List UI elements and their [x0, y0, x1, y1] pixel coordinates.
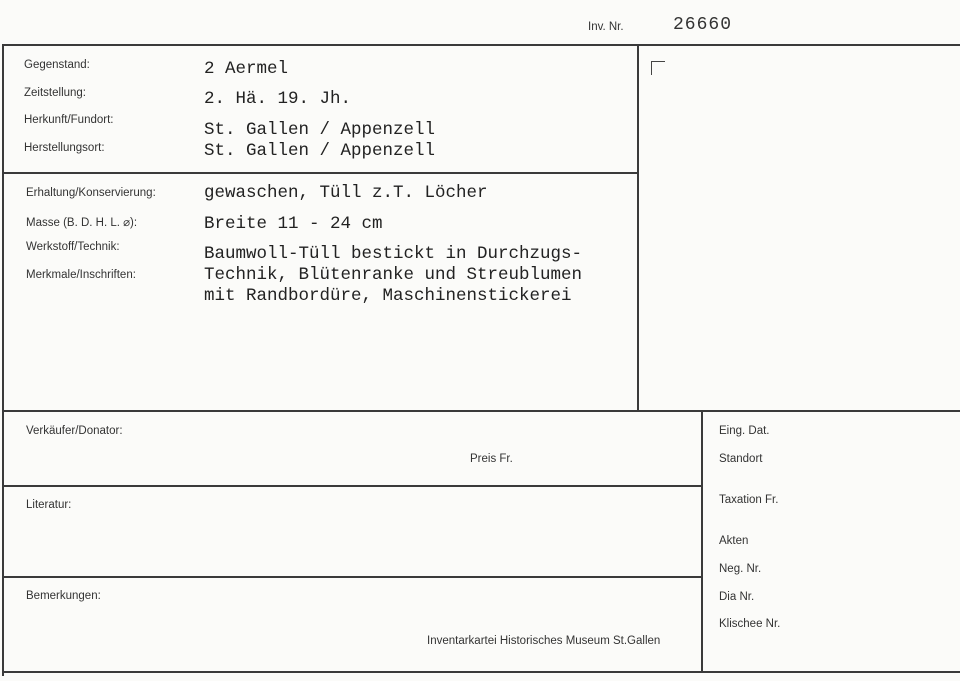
herkunft-label: Herkunft/Fundort: [24, 114, 114, 126]
herstellungsort-label: Herstellungsort: [24, 142, 105, 154]
verkaeufer-label: Verkäufer/Donator: [26, 425, 123, 437]
zeitstellung-value: 2. Hä. 19. Jh. [204, 89, 352, 109]
footer-institution: Inventarkartei Historisches Museum St.Gallen [427, 635, 661, 647]
zeitstellung-label: Zeitstellung: [24, 87, 87, 99]
gegenstand-label: Gegenstand: [24, 59, 90, 71]
section-divider-4 [2, 576, 702, 578]
section-divider-1 [2, 172, 638, 174]
neg-nr-label: Neg. Nr. [719, 563, 762, 575]
photo-corner-mark [651, 61, 665, 75]
eing-dat-label: Eing. Dat. [719, 425, 770, 437]
werkstoff-value: Baumwoll-Tüll bestickt in Durchzugs- Technik, Blütenranke und Streublumen mit Randbordüre, Maschinenstickerei [204, 244, 583, 306]
top-rule [2, 44, 960, 46]
inv-nr-value: 26660 [673, 15, 733, 35]
werkstoff-label: Werkstoff/Technik: [26, 241, 120, 253]
erhaltung-value: gewaschen, Tüll z.T. Löcher [204, 183, 488, 203]
bottom-rule [2, 671, 960, 673]
merkmale-label: Merkmale/Inschriften: [26, 269, 136, 281]
erhaltung-label: Erhaltung/Konservierung: [26, 187, 156, 199]
herkunft-value: St. Gallen / Appenzell [204, 120, 436, 140]
masse-value: Breite 11 - 24 cm [204, 214, 383, 234]
taxation-label: Taxation Fr. [719, 494, 779, 506]
gegenstand-value: 2 Aermel [204, 59, 289, 79]
herstellungsort-value: St. Gallen / Appenzell [204, 141, 436, 161]
section-divider-2 [2, 410, 960, 412]
masse-label: Masse (B. D. H. L. ⌀): [26, 217, 138, 229]
photo-area-divider [637, 44, 639, 411]
inv-nr-label: Inv. Nr. [588, 21, 624, 33]
standort-label: Standort [719, 453, 763, 465]
bemerkungen-label: Bemerkungen: [26, 590, 101, 602]
dia-nr-label: Dia Nr. [719, 591, 755, 603]
left-rule [2, 44, 4, 676]
klischee-nr-label: Klischee Nr. [719, 618, 781, 630]
preis-label: Preis Fr. [470, 453, 513, 465]
akten-label: Akten [719, 535, 749, 547]
sidebar-divider [701, 410, 703, 672]
literatur-label: Literatur: [26, 499, 72, 511]
section-divider-3 [2, 485, 702, 487]
